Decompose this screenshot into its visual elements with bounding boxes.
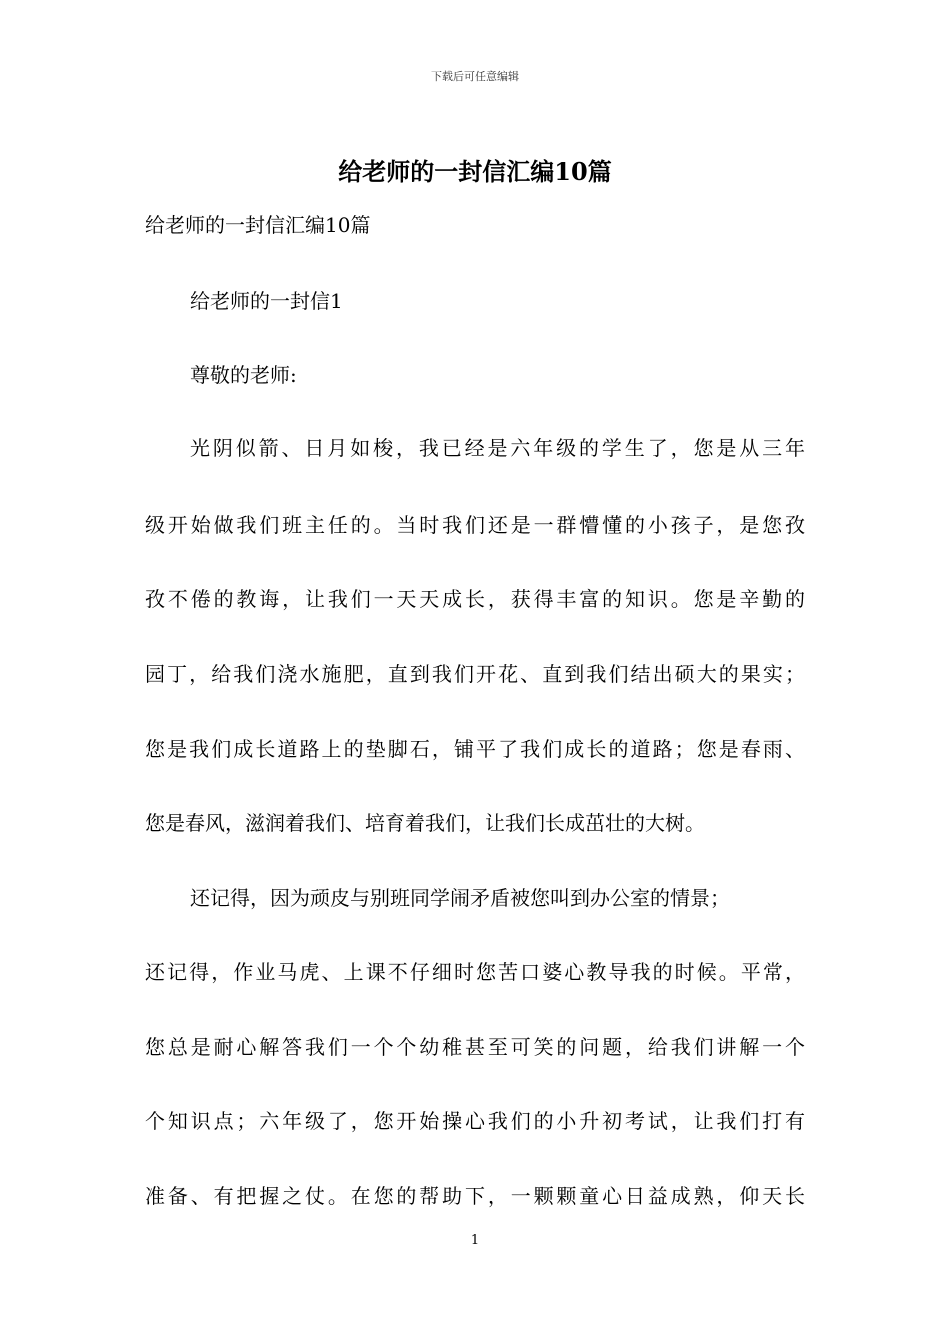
paragraph-2-line: 个知识点；六年级了，您开始操心我们的小升初考试，让我们打有 (145, 1109, 805, 1133)
page-number: 1 (470, 1233, 480, 1248)
paragraph-1-line: 园丁，给我们浇水施肥，直到我们开花、直到我们结出硕大的果实； (145, 662, 805, 686)
paragraph-1-line: 级开始做我们班主任的。当时我们还是一群懵懂的小孩子，是您孜 (145, 513, 805, 537)
salutation: 尊敬的老师: (190, 363, 297, 387)
paragraph-2-line: 准备、有把握之仗。在您的帮助下，一颗颗童心日益成熟，仰天长 (145, 1184, 805, 1208)
paragraph-2-line: 还记得，因为顽皮与别班同学闹矛盾被您叫到办公室的情景； (190, 886, 730, 910)
paragraph-1-line: 您是我们成长道路上的垫脚石，铺平了我们成长的道路；您是春雨、 (145, 737, 805, 761)
document-subtitle: 给老师的一封信汇编10篇 (145, 213, 371, 237)
paragraph-1-line: 您是春风，滋润着我们、培育着我们，让我们长成茁壮的大树。 (145, 811, 705, 835)
paragraph-1-line: 光阴似箭、日月如梭，我已经是六年级的学生了，您是从三年 (190, 436, 805, 460)
letter-heading: 给老师的一封信1 (190, 289, 343, 313)
paragraph-2-line: 还记得，作业马虎、上课不仔细时您苦口婆心教导我的时候。平常， (145, 960, 805, 984)
paragraph-2-line: 您总是耐心解答我们一个个幼稚甚至可笑的问题，给我们讲解一个 (145, 1035, 805, 1059)
paragraph-1-line: 孜不倦的教诲，让我们一天天成长，获得丰富的知识。您是辛勤的 (145, 587, 805, 611)
document-title: 给老师的一封信汇编10篇 (338, 157, 612, 186)
header-note: 下载后可任意编辑 (431, 70, 519, 83)
